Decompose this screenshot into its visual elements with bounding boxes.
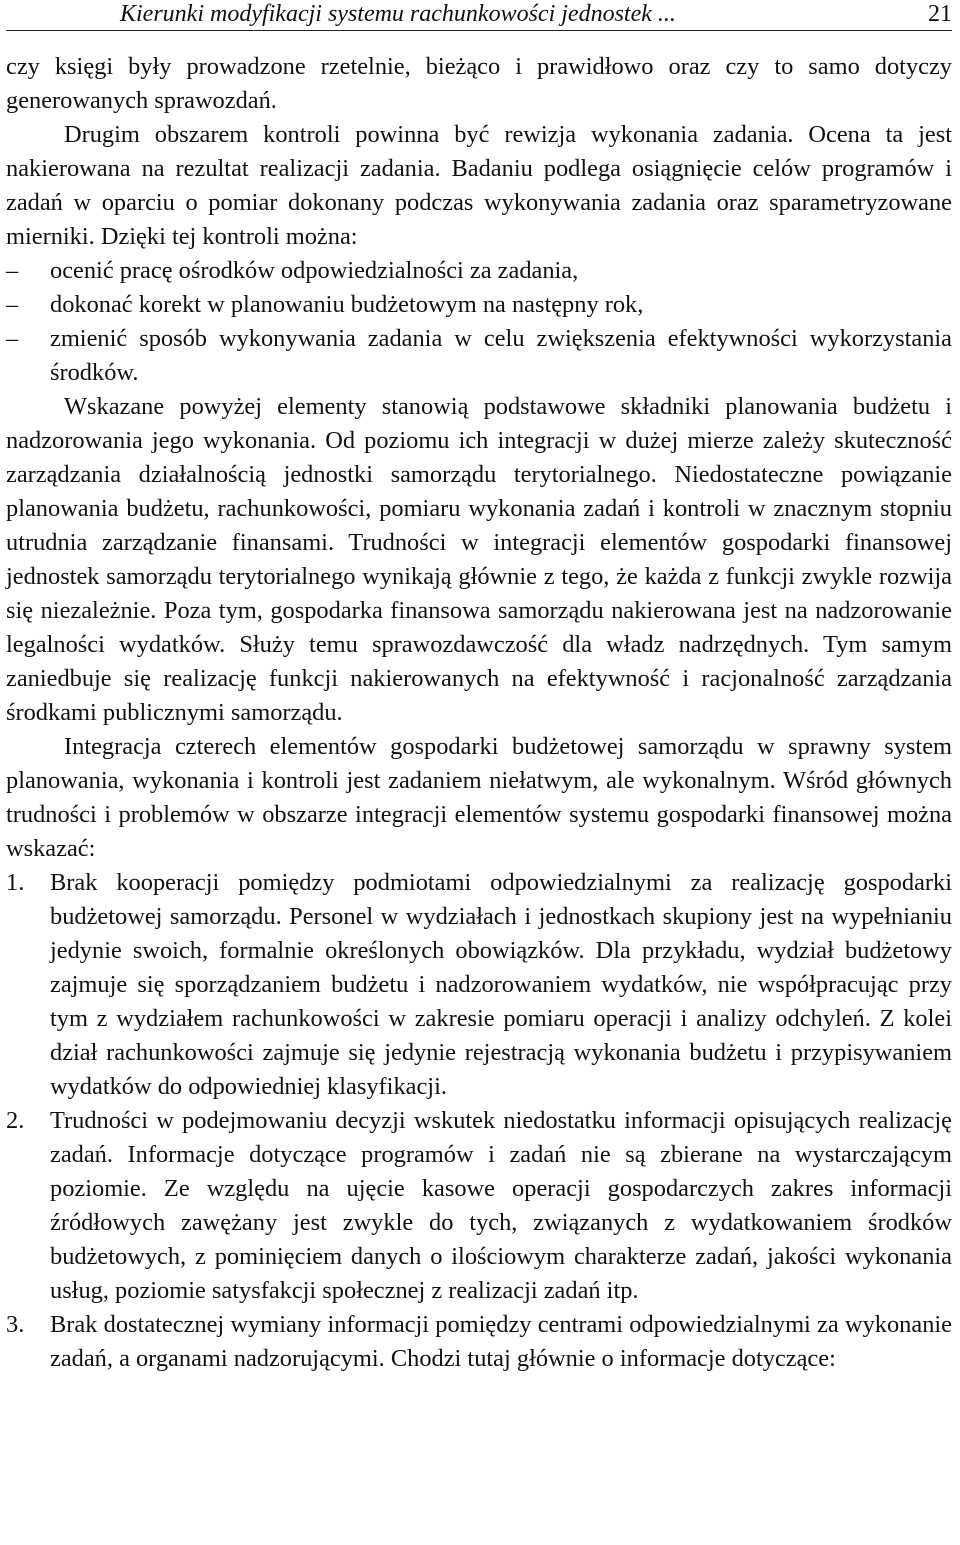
dash-marker: – xyxy=(6,325,19,352)
dash-list-item-text: zmienić sposób wykonywania zadania w celu zwiększenia efektywności wykorzystania środków. xyxy=(50,325,952,386)
list-number: 3. xyxy=(6,1311,25,1338)
paragraph: Drugim obszarem kontroli powinna być rewizja wykonania zadania. Ocena ta jest nakierowana na rezultat realizacji zadania. Badaniu podlega osiągnięcie celów programów i zadań w oparciu o pomiar dokonany podczas wykonywania zadania oraz sparametryzowane mierniki. Dzięki tej kontroli można: xyxy=(6,121,952,250)
numbered-list-item-text: Brak kooperacji pomiędzy podmiotami odpowiedzialnymi za realizację gospodarki budżetowej samorządu. Personel w wydziałach i jednostkach skupiony jest na wypełnianiu jedynie swoich, formalnie określonych obowiązków. Dla przykładu, wydział budżetowy zajmuje się sporządzaniem budżetu i nadzorowaniem wydatków, nie współpracując przy tym z wydziałem rachunkowości w zakresie pomiaru operacji i analizy odchyleń. Z kolei dział rachunkowości zajmuje się jedynie rejestracją wykonania budżetu i przypisywaniem wydatków do odpowiedniej klasyfikacji. xyxy=(50,869,952,1100)
running-header xyxy=(6,0,952,31)
document-page xyxy=(6,0,952,1376)
dash-list xyxy=(6,254,952,390)
running-title: Kierunki modyfikacji systemu rachunkowości jednostek ... xyxy=(120,1,676,27)
numbered-list-item xyxy=(6,1308,952,1376)
numbered-list-item-text: Brak dostatecznej wymiany informacji pomiędzy centrami odpowiedzialnymi za wykonanie zadań, a organami nadzorującymi. Chodzi tutaj głównie o informacje dotyczące: xyxy=(50,1311,952,1372)
numbered-list-item-text: Trudności w podejmowaniu decyzji wskutek niedostatku informacji opisujących realizację zadań. Informacje dotyczące programów i zadań nie są zbierane na wystarczającym poziomie. Ze względu na ujęcie kasowe operacji gospodarczych zakres informacji źródłowych zawężany jest zwykle do tych, związanych z wydatkowaniem środków budżetowych, z pominięciem danych o ilościowym charakterze zadań, jakości wykonania usług, poziomie satysfakcji społecznej z realizacji zadań itp. xyxy=(50,1107,952,1304)
list-number: 2. xyxy=(6,1107,25,1134)
dash-marker: – xyxy=(6,257,19,284)
page-number: 21 xyxy=(928,1,952,27)
dash-list-item xyxy=(6,322,952,390)
dash-list-item-text: ocenić pracę ośrodków odpowiedzialności za zadania, xyxy=(50,257,579,284)
numbered-list-item xyxy=(6,866,952,1104)
dash-list-item-text: dokonać korekt w planowaniu budżetowym na następny rok, xyxy=(50,291,644,318)
dash-list-item xyxy=(6,254,952,288)
list-number: 1. xyxy=(6,869,25,896)
dash-marker: – xyxy=(6,291,19,318)
paragraph: Wskazane powyżej elementy stanowią podstawowe składniki planowania budżetu i nadzorowania jego wykonania. Od poziomu ich integracji w dużej mierze zależy skuteczność zarządzania działalnością jednostki samorządu terytorialnego. Niedostateczne powiązanie planowania budżetu, rachunkowości, pomiaru wykonania zadań i kontroli w znacznym stopniu utrudnia zarządzanie finansami. Trudności w integracji elementów gospodarki finansowej jednostek samorządu terytorialnego wynikają głównie z tego, że każda z funkcji zwykle rozwija się niezależnie. Poza tym, gospodarka finansowa samorządu nakierowana jest na nadzorowanie legalności wydatków. Służy temu sprawozdawczość dla władz nadrzędnych. Tym samym zaniedbuje się realizację funkcji nakierowanych na efektywność i racjonalność zarządzania środkami publicznymi samorządu. xyxy=(6,393,952,726)
numbered-list xyxy=(6,866,952,1376)
numbered-list-item xyxy=(6,1104,952,1308)
dash-list-item xyxy=(6,288,952,322)
paragraph-continuation: czy księgi były prowadzone rzetelnie, bieżąco i prawidłowo oraz czy to samo dotyczy generowanych sprawozdań. xyxy=(6,53,952,114)
body-text xyxy=(6,50,952,1376)
paragraph: Integracja czterech elementów gospodarki budżetowej samorządu w sprawny system planowania, wykonania i kontroli jest zadaniem niełatwym, ale wykonalnym. Wśród głównych trudności i problemów w obszarze integracji elementów systemu gospodarki finansowej można wskazać: xyxy=(6,733,952,862)
